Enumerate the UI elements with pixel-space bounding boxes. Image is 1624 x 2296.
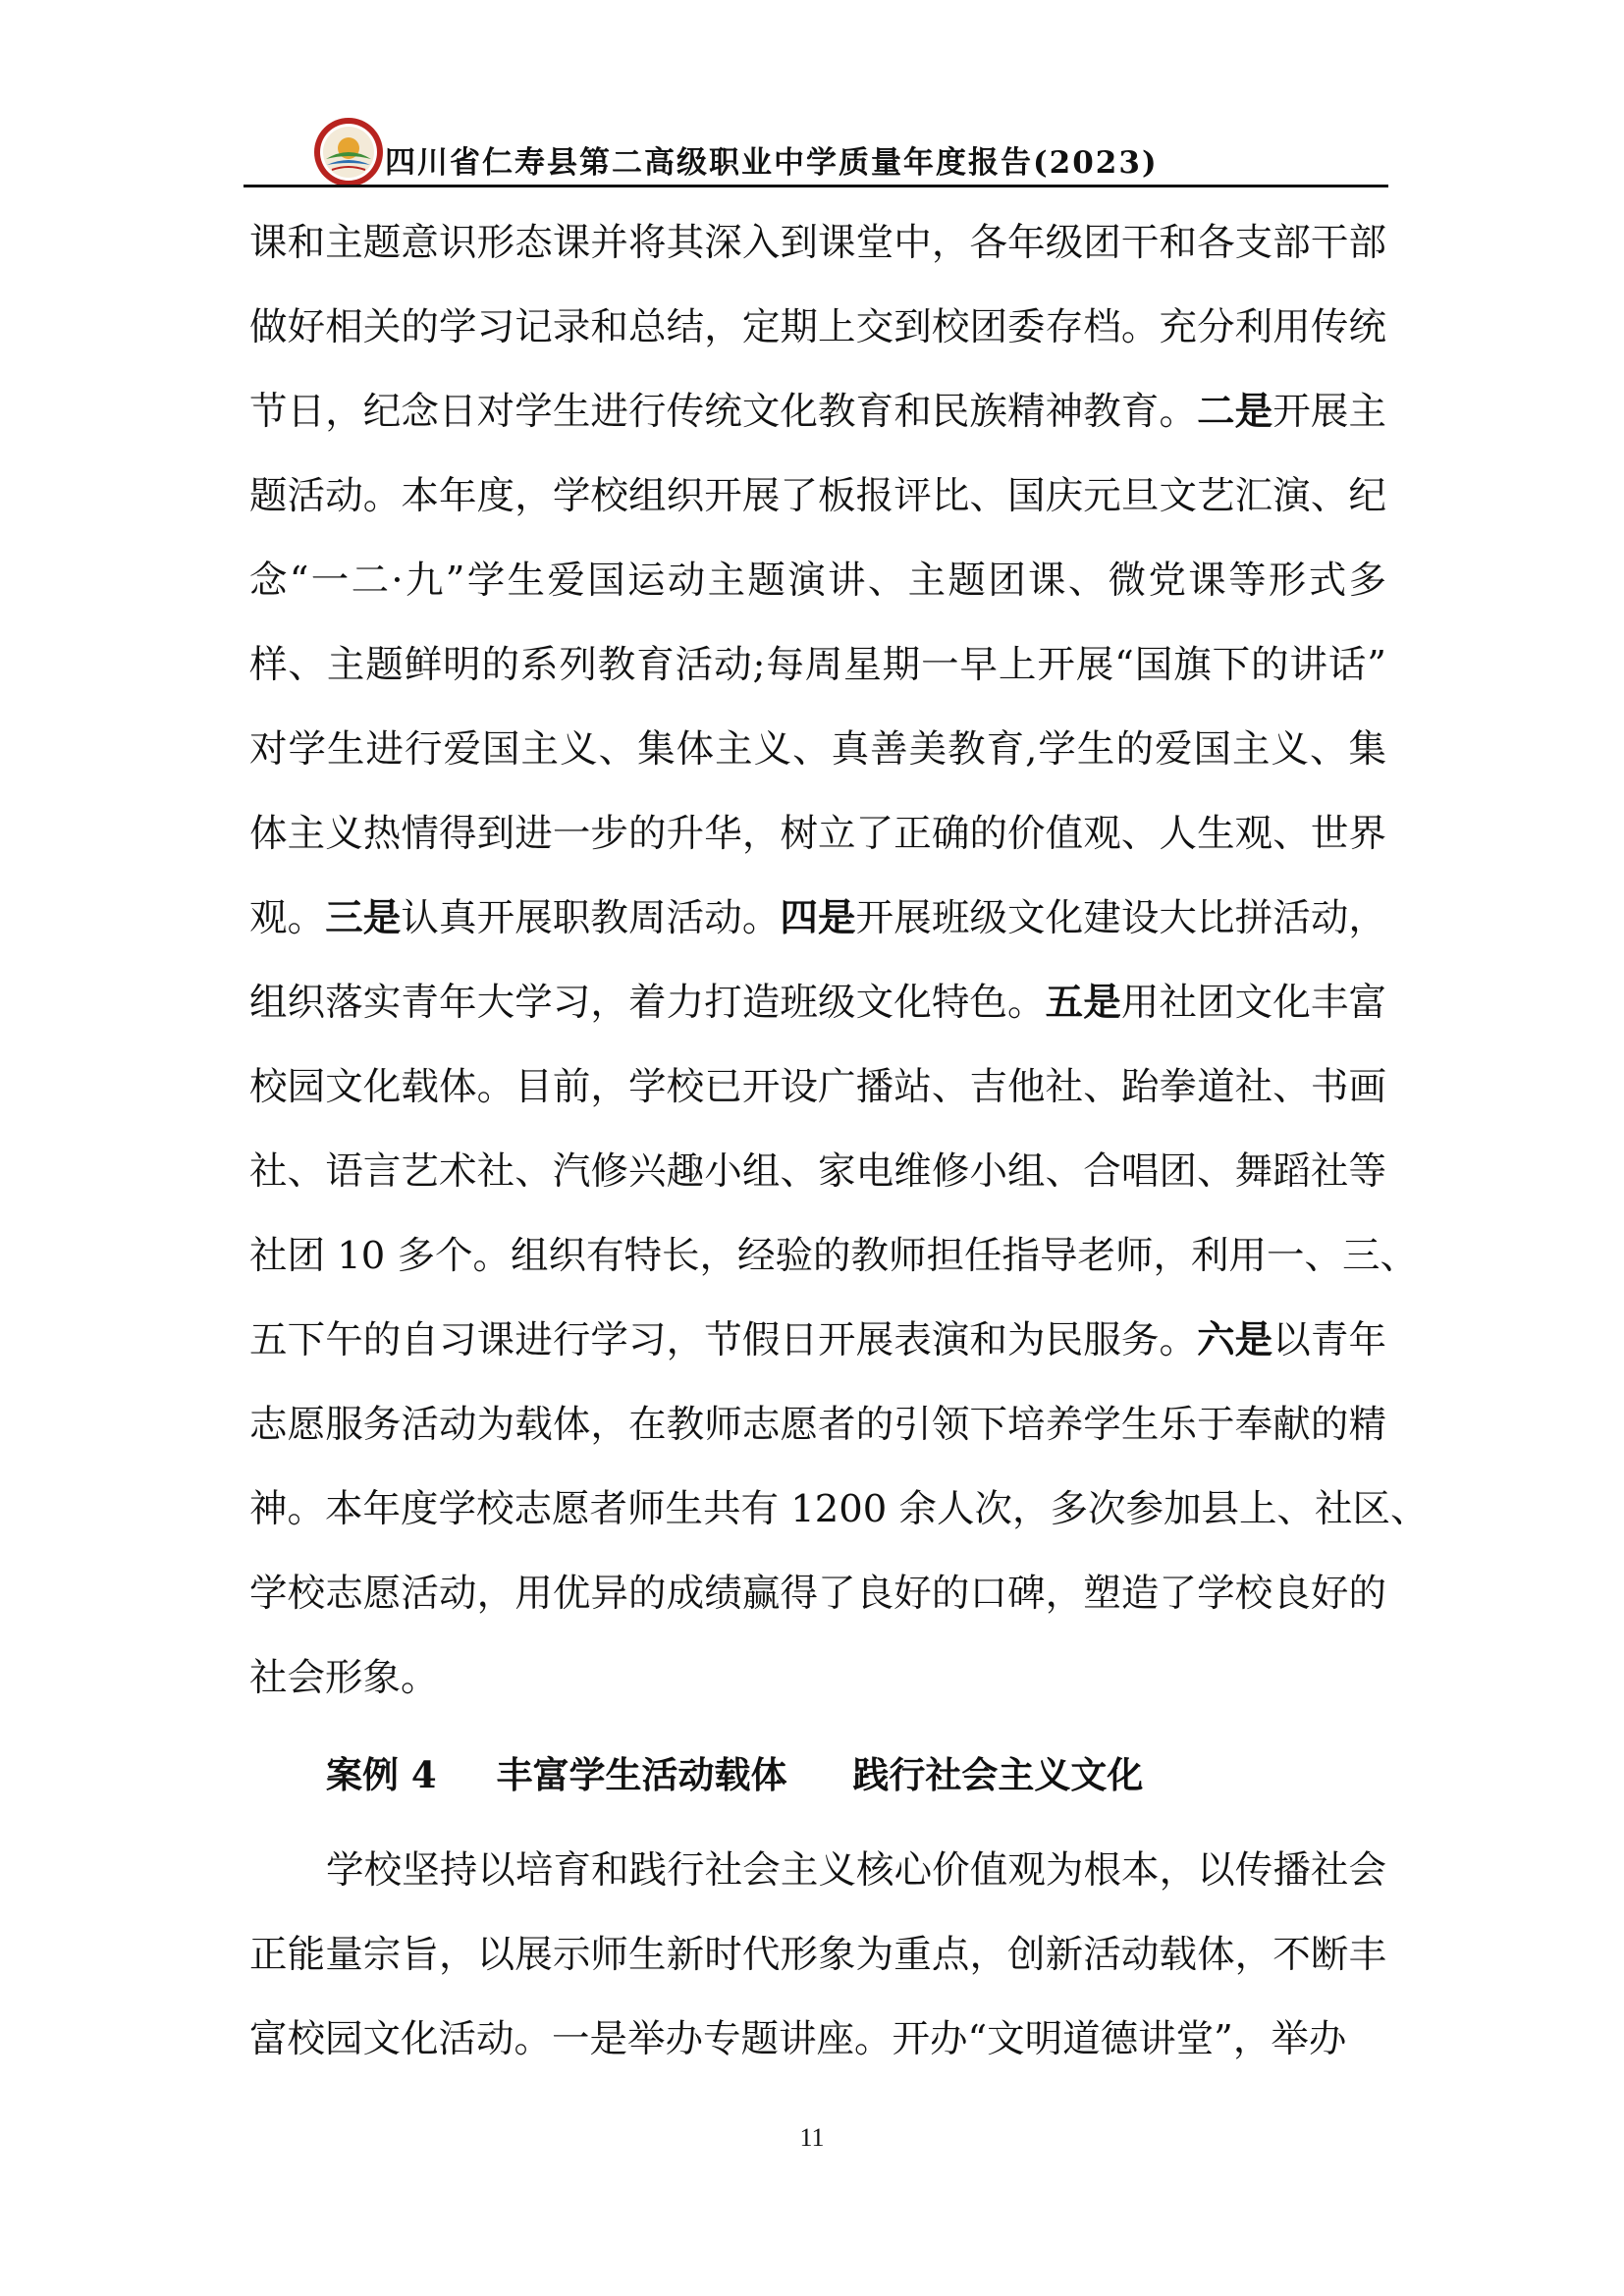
- paragraph-continued: [249, 201, 1429, 1721]
- text-line: [249, 877, 1386, 961]
- text-line: [249, 1383, 1386, 1468]
- text-line: [249, 1130, 1386, 1214]
- text-run: 做好相关的学习记录和总结，定期上交到校团委存档。充分利用传统: [249, 305, 1386, 349]
- text-line: [249, 1913, 1386, 1998]
- text-line: [249, 539, 1386, 623]
- text-run: 样、主题鲜明的系列教育活动;每周星期一早上开展“国旗下的讲话”: [249, 643, 1386, 687]
- text-run: 组织落实青年大学习，着力打造班级文化特色。: [249, 981, 1046, 1025]
- text-run: 正能量宗旨，以展示师生新时代形象为重点，创新活动载体，不断丰: [249, 1933, 1386, 1977]
- text-line: [249, 1299, 1386, 1383]
- text-line: [249, 623, 1386, 708]
- text-run: 课和主题意识形态课并将其深入到课堂中，各年级团干和各支部干部: [249, 221, 1386, 265]
- text-run: 认真开展职教周活动。: [401, 896, 781, 940]
- text-run: 社会形象。: [249, 1656, 439, 1700]
- text-run: 学校坚持以培育和践行社会主义核心价值观为根本，以传播社会: [326, 1848, 1386, 1893]
- text-run: 观。: [249, 896, 326, 940]
- text-run: 开展班级文化建设大比拼活动，: [855, 896, 1386, 940]
- emphasis-text: 四是: [780, 896, 856, 940]
- text-run: 开展主: [1272, 390, 1386, 434]
- text-run: 校园文化载体。目前，学校已开设广播站、吉他社、跆拳道社、书画: [249, 1065, 1386, 1109]
- text-run: 社、语言艺术社、汽修兴趣小组、家电维修小组、合唱团、舞蹈社等: [249, 1149, 1386, 1194]
- school-emblem-icon: [312, 116, 385, 188]
- text-run: 以青年: [1272, 1318, 1386, 1362]
- report-title: 四川省仁寿县第二高级职业中学质量年度报告(2023): [385, 145, 1159, 181]
- text-run: 神。本年度学校志愿者师生共有 1200 余人次，多次参加县上、社区、: [249, 1487, 1429, 1531]
- text-run: 社团 10 多个。组织有特长，经验的教师担任指导老师，利用一、三、: [249, 1234, 1418, 1278]
- case-heading: [326, 1745, 1143, 1798]
- text-line: [249, 1829, 1386, 1913]
- text-line: [249, 1998, 1386, 2082]
- text-line: [249, 708, 1386, 792]
- page-number: 11: [799, 2123, 825, 2152]
- case-title-part1: 丰富学生活动载体: [496, 1753, 787, 1796]
- case-paragraph: [249, 1829, 1386, 2082]
- text-line: [249, 1045, 1386, 1130]
- text-run: 五下午的自习课进行学习，节假日开展表演和为民服务。: [249, 1318, 1198, 1362]
- emphasis-text: 三是: [325, 896, 402, 940]
- header-divider: [244, 185, 1388, 187]
- page-header: [0, 0, 1624, 196]
- text-run: 富校园文化活动。一是举办专题讲座。开办“文明道德讲堂”，举办: [249, 2017, 1347, 2061]
- text-line: [249, 792, 1386, 877]
- text-line: [249, 1636, 1386, 1721]
- text-run: 学校志愿活动，用优异的成绩赢得了良好的口碑，塑造了学校良好的: [249, 1572, 1386, 1616]
- text-line: [249, 454, 1386, 539]
- text-line: [249, 286, 1386, 370]
- emphasis-text: 五是: [1045, 981, 1121, 1025]
- case-title-part2: 践行社会主义文化: [852, 1753, 1144, 1796]
- emphasis-text: 六是: [1197, 1318, 1273, 1362]
- text-run: 节日，纪念日对学生进行传统文化教育和民族精神教育。: [249, 390, 1198, 434]
- text-line: [249, 1468, 1429, 1552]
- text-run: 念“一二·九”学生爱国运动主题演讲、主题团课、微党课等形式多: [249, 559, 1386, 603]
- case-label: 案例 4: [326, 1753, 437, 1796]
- text-line: [249, 1552, 1386, 1636]
- text-run: 对学生进行爱国主义、集体主义、真善美教育,学生的爱国主义、集: [249, 727, 1386, 772]
- emphasis-text: 二是: [1197, 390, 1273, 434]
- text-run: 用社团文化丰富: [1120, 981, 1386, 1025]
- text-run: 体主义热情得到进一步的升华，树立了正确的价值观、人生观、世界: [249, 812, 1386, 856]
- text-run: 题活动。本年度，学校组织开展了板报评比、国庆元旦文艺汇演、纪: [249, 474, 1386, 518]
- text-line: [249, 961, 1386, 1045]
- text-line: [249, 370, 1386, 454]
- text-line: [249, 201, 1386, 286]
- text-line: [249, 1214, 1418, 1299]
- text-run: 志愿服务活动为载体，在教师志愿者的引领下培养学生乐于奉献的精: [249, 1403, 1386, 1447]
